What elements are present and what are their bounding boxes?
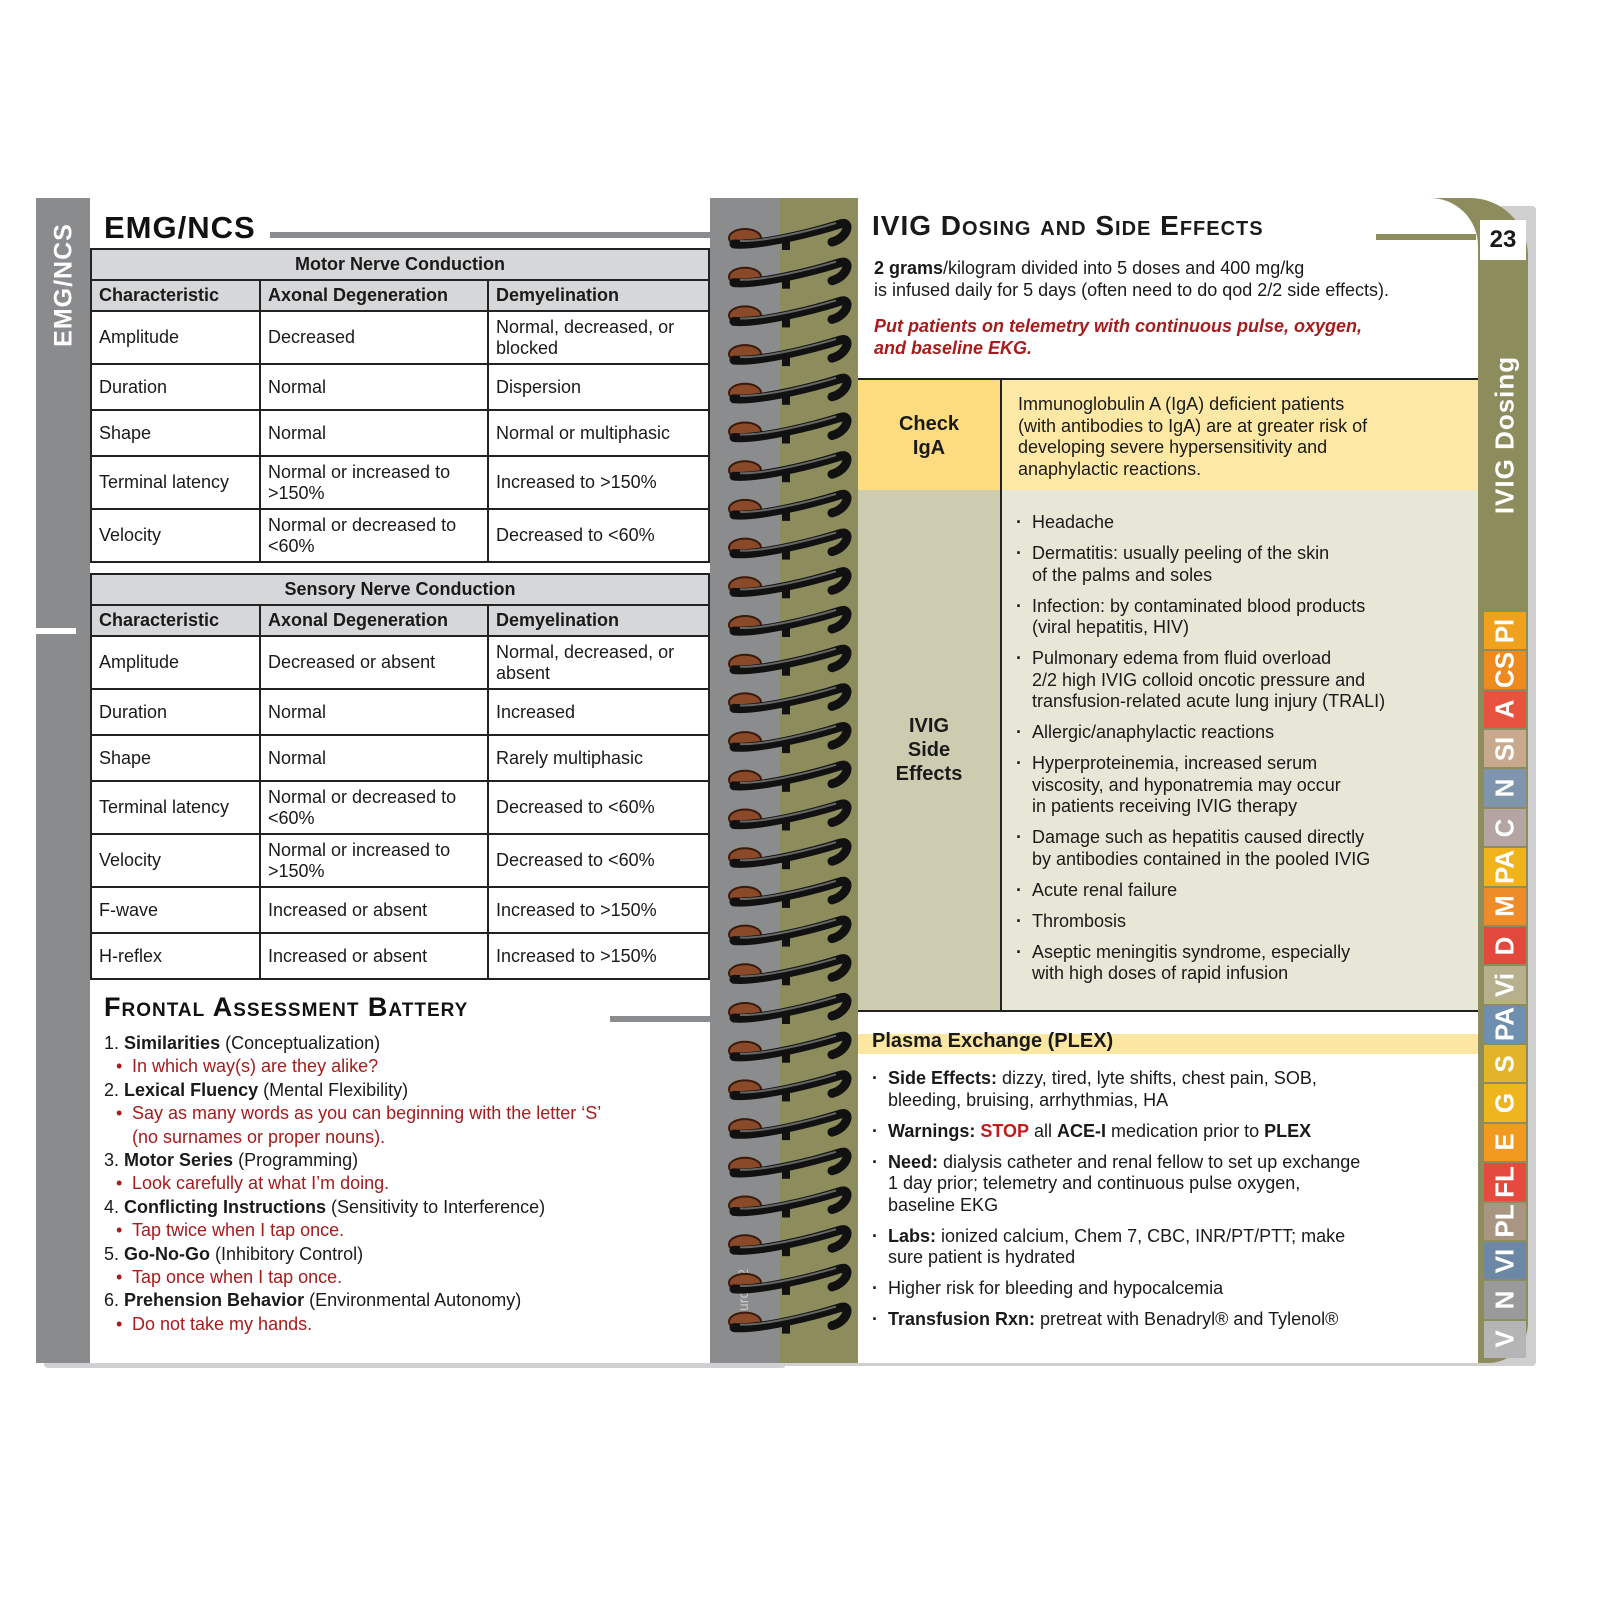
- table-cell: Velocity: [91, 834, 260, 887]
- section-tab[interactable]: [1484, 691, 1526, 728]
- section-tab[interactable]: [1484, 848, 1526, 885]
- spiral-coil: [729, 687, 847, 714]
- plex-list: [872, 1068, 1452, 1340]
- list-item: · Side Effects: dizzy, tired, lyte shifts, chest pain, SOB, bleeding, bruising, arrhythmias, HA: [872, 1068, 1452, 1111]
- table-cell: Increased to >150%: [488, 933, 709, 979]
- section-tab[interactable]: [1484, 1084, 1526, 1121]
- table-cell: H-reflex: [91, 933, 260, 979]
- fab-title: Frontal Assessment Battery: [104, 992, 478, 1023]
- spiral-coil: [729, 1307, 847, 1334]
- left-tab-notch: [36, 628, 76, 634]
- spiral-coil: [729, 571, 847, 598]
- title-rule: [1376, 234, 1476, 240]
- section-tab-label: VI: [1489, 1248, 1520, 1273]
- table-cell: Decreased to <60%: [488, 781, 709, 834]
- table-cell: Normal or increased to >150%: [260, 834, 488, 887]
- column-header: Axonal Degeneration: [260, 605, 488, 636]
- list-item: · Higher risk for bleeding and hypocalcemia: [872, 1278, 1452, 1300]
- table-caption: Sensory Nerve Conduction: [91, 574, 709, 605]
- section-tab-emg-ncs[interactable]: [38, 200, 90, 370]
- table-cell: Terminal latency: [91, 456, 260, 509]
- fab-prompt: • Tap once when I tap once.: [104, 1266, 704, 1289]
- section-tab-label: PA: [1489, 849, 1520, 884]
- table-cell: Amplitude: [91, 636, 260, 689]
- table-cell: Normal or decreased to <60%: [260, 781, 488, 834]
- section-tab[interactable]: [1484, 1321, 1526, 1358]
- spiral-coil: [729, 300, 847, 327]
- motor-nerve-table: [90, 248, 710, 563]
- table-cell: Duration: [91, 689, 260, 735]
- section-tab[interactable]: [1484, 809, 1526, 846]
- list-item: · Damage such as hepatitis caused directly by antibodies contained in the pooled IVIG: [1016, 827, 1466, 870]
- list-item: 5. Go-No-Go (Inhibitory Control): [104, 1243, 364, 1264]
- list-item: · Pulmonary edema from fluid overload 2/2 high IVIG colloid oncotic pressure and transfusion-related acute lung injury (TRALI): [1016, 648, 1466, 713]
- table-cell: Amplitude: [91, 311, 260, 364]
- spiral-coil: [729, 494, 847, 521]
- section-tab[interactable]: [1484, 1006, 1526, 1043]
- plex-title: Plasma Exchange (PLEX): [872, 1030, 1114, 1052]
- spiral-binding: [720, 210, 860, 1360]
- section-tab[interactable]: [1484, 1242, 1526, 1279]
- table-cell: Increased or absent: [260, 933, 488, 979]
- table-cell: Dispersion: [488, 364, 709, 410]
- table-cell: Shape: [91, 735, 260, 781]
- section-tab-label: M: [1489, 895, 1520, 918]
- table-cell: Decreased or absent: [260, 636, 488, 689]
- table-cell: Duration: [91, 364, 260, 410]
- spiral-coil: [729, 339, 847, 366]
- table-cell: Decreased to <60%: [488, 509, 709, 562]
- list-item: 1. Similarities (Conceptualization): [104, 1033, 381, 1053]
- section-tab-label: E: [1489, 1133, 1520, 1152]
- table-cell: Increased or absent: [260, 887, 488, 933]
- check-iga-text: Immunoglobulin A (IgA) deficient patients (with antibodies to IgA) are at greater risk of developing severe hypersensitivity and anaphylactic reactions.: [1018, 394, 1368, 479]
- table-cell: Terminal latency: [91, 781, 260, 834]
- spiral-coil: [729, 804, 847, 831]
- table-row: [91, 364, 709, 410]
- section-tab-label: G: [1489, 1092, 1520, 1114]
- section-tab[interactable]: [1484, 1124, 1526, 1161]
- column-header: Demyelination: [488, 605, 709, 636]
- title-rule: [270, 232, 710, 238]
- list-item: · Warnings: STOP all ACE-I medication prior to PLEX: [872, 1121, 1452, 1143]
- section-tab-label: C: [1489, 818, 1520, 837]
- section-tab-label: FL: [1489, 1165, 1520, 1198]
- check-iga-label: Check IgA: [858, 380, 1002, 492]
- fab-prompt: • Look carefully at what I’m doing.: [104, 1172, 704, 1195]
- dosing-text: 2 grams/kilogram divided into 5 doses and 400 mg/kg is infused daily for 5 days (often need to do qod 2/2 side effects).: [874, 258, 1389, 300]
- section-tab-label: V: [1489, 1330, 1520, 1348]
- spiral-coil: [729, 378, 847, 405]
- section-tab[interactable]: [1484, 966, 1526, 1003]
- list-item: · Allergic/anaphylactic reactions: [1016, 722, 1466, 744]
- list-item: 2. Lexical Fluency (Mental Flexibility): [104, 1079, 409, 1100]
- fab-prompt: • Do not take my hands.: [104, 1313, 704, 1336]
- section-tab-label: EMG/NCS: [49, 223, 78, 347]
- section-tab[interactable]: [1484, 612, 1526, 649]
- table-cell: Velocity: [91, 509, 260, 562]
- spiral-coil: [729, 1074, 847, 1101]
- table-cell: F-wave: [91, 887, 260, 933]
- section-tab[interactable]: [1484, 927, 1526, 964]
- section-tab-label: N: [1489, 1290, 1520, 1310]
- section-tab-label: SI: [1489, 736, 1520, 762]
- table-cell: Normal or multiphasic: [488, 410, 709, 456]
- list-item: · Aseptic meningitis syndrome, especially with high doses of rapid infusion: [1016, 942, 1466, 985]
- table-row: [91, 781, 709, 834]
- telemetry-warning: Put patients on telemetry with continuous pulse, oxygen, and baseline EKG.: [874, 316, 1363, 358]
- list-item: · Need: dialysis catheter and renal fellow to set up exchange 1 day prior; telemetry and continuous pulse oxygen, baseline EKG: [872, 1152, 1452, 1217]
- table-cell: Normal, decreased, or blocked: [488, 311, 709, 364]
- side-effects-label: IVIG Side Effects: [858, 490, 1002, 1010]
- spiral-coil: [729, 881, 847, 908]
- spiral-coil: [729, 1036, 847, 1063]
- section-tab[interactable]: [1484, 1281, 1526, 1318]
- table-row: [91, 933, 709, 979]
- column-header: Demyelination: [488, 280, 709, 311]
- section-tab-label: Pl: [1489, 618, 1520, 643]
- section-tab-label: PL: [1489, 1204, 1520, 1238]
- section-tab[interactable]: [1484, 769, 1526, 806]
- table-cell: Normal or increased to >150%: [260, 456, 488, 509]
- spiral-coil: [729, 649, 847, 676]
- column-header: Axonal Degeneration: [260, 280, 488, 311]
- list-item: 6. Prehension Behavior (Environmental Autonomy): [104, 1290, 522, 1311]
- table-row: [91, 887, 709, 933]
- spiral-coil: [729, 958, 847, 985]
- title-rule: [610, 1016, 710, 1022]
- list-item: · Acute renal failure: [1016, 880, 1466, 902]
- section-tab-label: CS: [1489, 651, 1520, 689]
- spiral-coil: [729, 1229, 847, 1256]
- section-tab-label: PA: [1489, 1007, 1520, 1042]
- fab-prompt: • Tap twice when I tap once.: [104, 1219, 704, 1242]
- table-cell: Decreased: [260, 311, 488, 364]
- side-effects-list: [1016, 512, 1466, 994]
- table-cell: Increased to >150%: [488, 887, 709, 933]
- table-cell: Normal or decreased to <60%: [260, 509, 488, 562]
- list-item: · Transfusion Rxn: pretreat with Benadryl® and Tylenol®: [872, 1309, 1452, 1331]
- section-tab[interactable]: [1484, 888, 1526, 925]
- table-row: [91, 311, 709, 364]
- section-tab[interactable]: [1484, 651, 1526, 688]
- spiral-coil: [729, 997, 847, 1024]
- section-tab-label: Vi: [1489, 972, 1520, 998]
- table-row: [91, 509, 709, 562]
- list-item: · Thrombosis: [1016, 911, 1466, 933]
- fab-prompt: • In which way(s) are they alike?: [104, 1055, 704, 1078]
- spiral-coil: [729, 223, 847, 250]
- table-cell: Normal: [260, 410, 488, 456]
- spiral-coil: [729, 262, 847, 289]
- spiral-coil: [729, 1268, 847, 1295]
- spiral-coil: [729, 726, 847, 753]
- table-caption: Motor Nerve Conduction: [91, 249, 709, 280]
- table-row: [91, 410, 709, 456]
- check-iga-row: [858, 378, 1478, 494]
- table-cell: Rarely multiphasic: [488, 735, 709, 781]
- section-tab-label: S: [1489, 1055, 1520, 1073]
- table-cell: Normal, decreased, or absent: [488, 636, 709, 689]
- list-item: · Labs: ionized calcium, Chem 7, CBC, INR/PT/PTT; make sure patient is hydrated: [872, 1226, 1452, 1269]
- spiral-coil: [729, 417, 847, 444]
- section-tab-label: N: [1489, 778, 1520, 798]
- list-item: · Hyperproteinemia, increased serum viscosity, and hyponatremia may occur in patients receiving IVIG therapy: [1016, 753, 1466, 818]
- section-tab[interactable]: [1484, 1203, 1526, 1240]
- list-item: 4. Conflicting Instructions (Sensitivity to Interference): [104, 1196, 546, 1217]
- spiral-coil: [729, 455, 847, 482]
- table-cell: Increased to >150%: [488, 456, 709, 509]
- table-cell: Normal: [260, 364, 488, 410]
- sensory-nerve-table: [90, 573, 710, 980]
- table-cell: Normal: [260, 735, 488, 781]
- page-title: IVIG Dosing and Side Effects: [872, 210, 1272, 242]
- table-row: [91, 735, 709, 781]
- spiral-coil: [729, 610, 847, 637]
- section-tab-ivig-dosing[interactable]: IVIG Dosing: [1482, 260, 1528, 610]
- table-row: [91, 636, 709, 689]
- section-tab[interactable]: [1484, 1045, 1526, 1082]
- table-row: [91, 834, 709, 887]
- section-tab-label: D: [1489, 936, 1520, 955]
- side-effects-row: [858, 490, 1478, 1012]
- spiral-coil: [729, 1191, 847, 1218]
- spiral-coil: [729, 533, 847, 560]
- fab-prompt: • Say as many words as you can beginning with the letter ‘S’ (no surnames or proper nouns).: [104, 1102, 704, 1149]
- spiral-coil: [729, 842, 847, 869]
- left-tab-strip: [36, 198, 92, 1363]
- page-number: 23: [1480, 220, 1526, 260]
- list-item: · Dermatitis: usually peeling of the skin of the palms and soles: [1016, 543, 1466, 586]
- spiral-coil: [729, 1152, 847, 1179]
- column-header: Characteristic: [91, 280, 260, 311]
- column-header: Characteristic: [91, 605, 260, 636]
- fab-list: [104, 1032, 704, 1336]
- list-item: · Infection: by contaminated blood products (viral hepatitis, HIV): [1016, 596, 1466, 639]
- section-tab[interactable]: [1484, 1163, 1526, 1200]
- table-cell: Shape: [91, 410, 260, 456]
- table-row: [91, 689, 709, 735]
- spiral-coil: [729, 1113, 847, 1140]
- section-tab-label: A: [1489, 700, 1520, 719]
- list-item: · Headache: [1016, 512, 1466, 534]
- table-cell: Decreased to <60%: [488, 834, 709, 887]
- list-item: 3. Motor Series (Programming): [104, 1150, 359, 1171]
- spiral-coil: [729, 920, 847, 947]
- table-cell: Normal: [260, 689, 488, 735]
- section-tab[interactable]: [1484, 730, 1526, 767]
- spiral-coil: [729, 765, 847, 792]
- table-cell: Increased: [488, 689, 709, 735]
- page-title: EMG/NCS: [104, 210, 266, 246]
- table-row: [91, 456, 709, 509]
